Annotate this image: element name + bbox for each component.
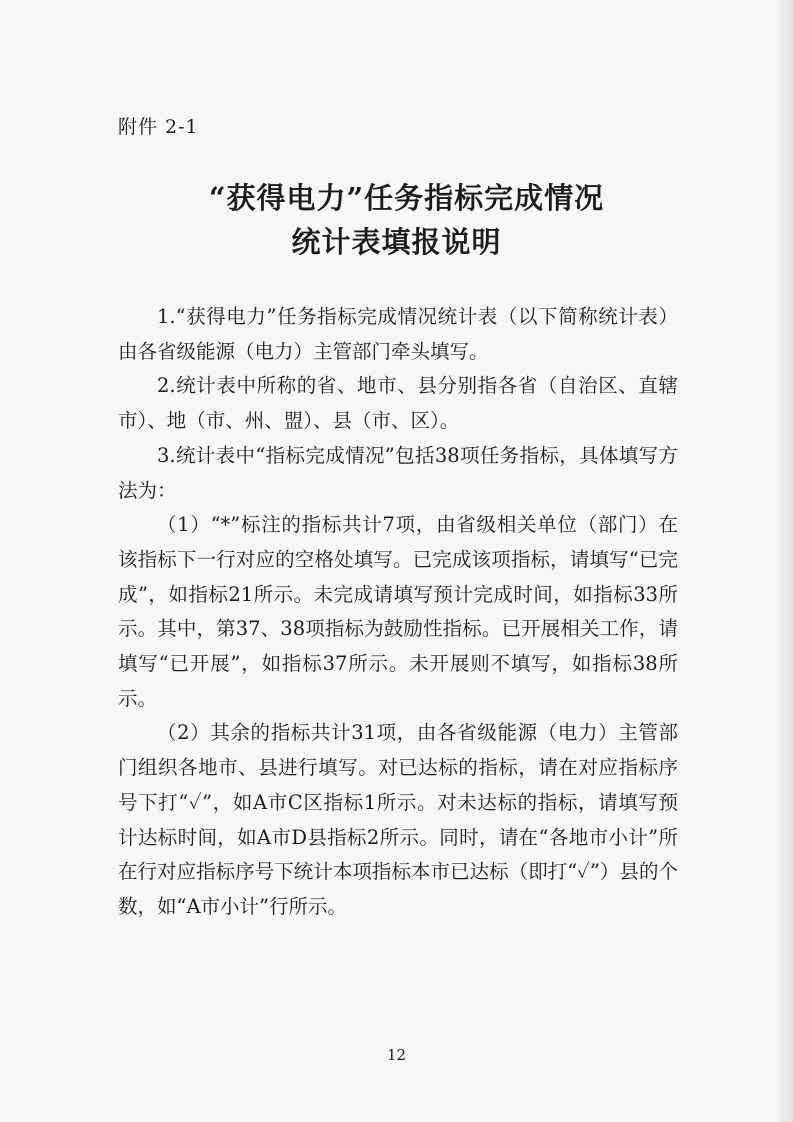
- document-title-line-2: 统计表填报说明: [291, 225, 502, 259]
- document-title-line-1: “获得电力”任务指标完成情况: [208, 181, 605, 215]
- paragraph-2: 2.统计表中所称的省、地市、县分别指各省（自治区、直辖市）、地（市、州、盟）、县（市、区）。: [118, 374, 678, 433]
- paragraph-1: 1.“获得电力”任务指标完成情况统计表（以下简称统计表）由各省级能源（电力）主管部门牵头填写。: [118, 305, 678, 363]
- attachment-label: 附件 2-1: [118, 116, 199, 138]
- document-body: [118, 300, 678, 925]
- paragraph-3-2: （2）其余的指标共计31项，由各省级能源（电力）主管部门组织各地市、县进行填写。对已达标的指标，请在对应指标序号下打“✓”，如A市C区指标1所示。对未达标的指标，请填写预计达标时间，如A市D县指标2所示。同时，请在“各地市小计”所在行对应指标序号下统计本项指标本市已达标（即打“✓”）县的个数，如“A市小计”行所示。: [118, 721, 678, 918]
- paragraph-3: 3.统计表中“指标完成情况”包括38项任务指标，具体填写方法为：: [118, 443, 678, 502]
- page-number: 12: [386, 1046, 407, 1064]
- page-edge: [779, 0, 793, 1122]
- paragraph-3-1: （1）“*”标注的指标共计7项，由省级相关单位（部门）在该指标下一行对应的空格处填写。已完成该项指标，请填写“已完成”，如指标21所示。未完成请填写预计完成时间，如指标33所示。其中，第37、38项指标为鼓励性指标。已开展相关工作，请填写“已开展”，如指标37所示。未开展则不填写，如指标38所示。: [118, 513, 678, 710]
